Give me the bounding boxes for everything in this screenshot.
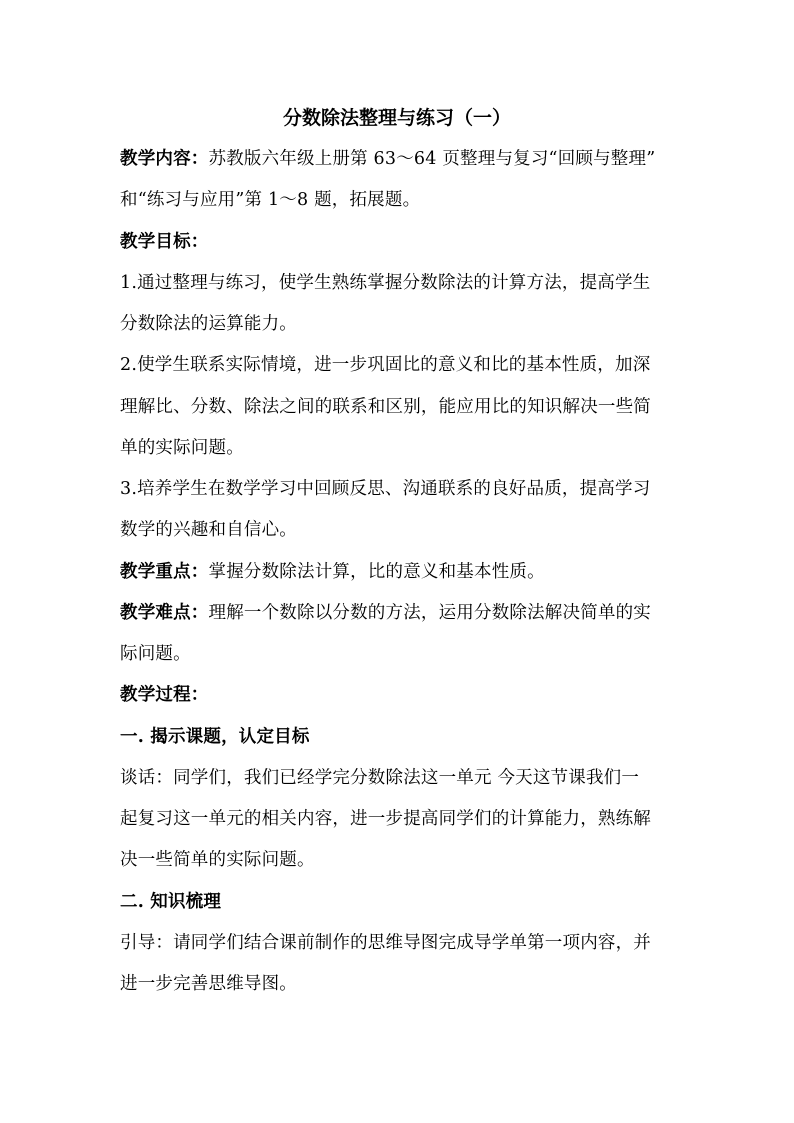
section-label: 教学目标： [120, 231, 209, 252]
paragraph-line [120, 765, 680, 792]
line-text: 苏教版六年级上册第 63～64 页整理与复习“回顾与整理” [208, 149, 656, 169]
paragraph-line [120, 971, 680, 998]
paragraph-line [120, 229, 680, 256]
paragraph-line [120, 352, 680, 379]
paragraph-line [120, 600, 680, 627]
paragraph-line [120, 641, 680, 668]
line-text: 理解一个数除以分数的方法，运用分数除法解决简单的实 [208, 602, 651, 623]
line-text: 1.通过整理与练习，使学生熟练掌握分数除法的计算方法，提高学生 [120, 272, 651, 293]
line-text: 单的实际问题。 [120, 437, 244, 458]
section-label: 教学难点： [120, 602, 209, 623]
paragraph-line [120, 724, 680, 751]
paragraph-line [120, 476, 680, 503]
paragraph-line [120, 806, 680, 833]
document-title: 分数除法整理与练习（一） [282, 107, 511, 129]
paragraph-line [120, 435, 680, 462]
paragraph-line [120, 394, 680, 421]
paragraph-line [120, 847, 680, 874]
line-text: 和“练习与应用”第 1～8 题，拓展题。 [120, 190, 421, 211]
section-label: 教学重点： [120, 561, 209, 582]
line-text: 理解比、分数、除法之间的联系和区别，能应用比的知识解决一些简 [120, 396, 651, 417]
paragraph-line [120, 930, 680, 957]
section-label: 教学过程： [120, 685, 209, 706]
paragraph-line [120, 270, 680, 297]
line-text: 起复习这一单元的相关内容，进一步提高同学们的计算能力，熟练解 [120, 809, 651, 829]
paragraph-line [120, 187, 680, 214]
line-text: 掌握分数除法计算，比的意义和基本性质。 [208, 561, 545, 582]
line-text: 数学的兴趣和自信心。 [120, 520, 297, 541]
line-text: 进一步完善思维导图。 [120, 974, 297, 994]
line-text: 决一些简单的实际问题。 [120, 850, 315, 871]
line-text: 谈话：同学们，我们已经学完分数除法这一单元 今天这节课我们一 [120, 767, 640, 788]
section-label: 教学内容： [120, 149, 209, 169]
section-label: 一. 揭示课题，认定目标 [120, 726, 310, 747]
line-text: 际问题。 [120, 644, 191, 664]
line-text: 2.使学生联系实际情境，进一步巩固比的意义和比的基本性质，加深 [120, 355, 651, 376]
paragraph-line [120, 311, 680, 338]
section-label: 二. 知识梳理 [120, 891, 222, 912]
line-text: 分数除法的运算能力。 [120, 314, 297, 334]
paragraph-line [120, 559, 680, 586]
paragraph-line [120, 682, 680, 709]
paragraph-line [120, 889, 680, 916]
paragraph-line [120, 146, 680, 173]
line-text: 3.培养学生在数学学习中回顾反思、沟通联系的良好品质，提高学习 [120, 479, 651, 499]
paragraph-line [120, 517, 680, 544]
document-body [120, 146, 680, 1012]
line-text: 引导：请同学们结合课前制作的思维导图完成导学单第一项内容，并 [120, 932, 651, 953]
